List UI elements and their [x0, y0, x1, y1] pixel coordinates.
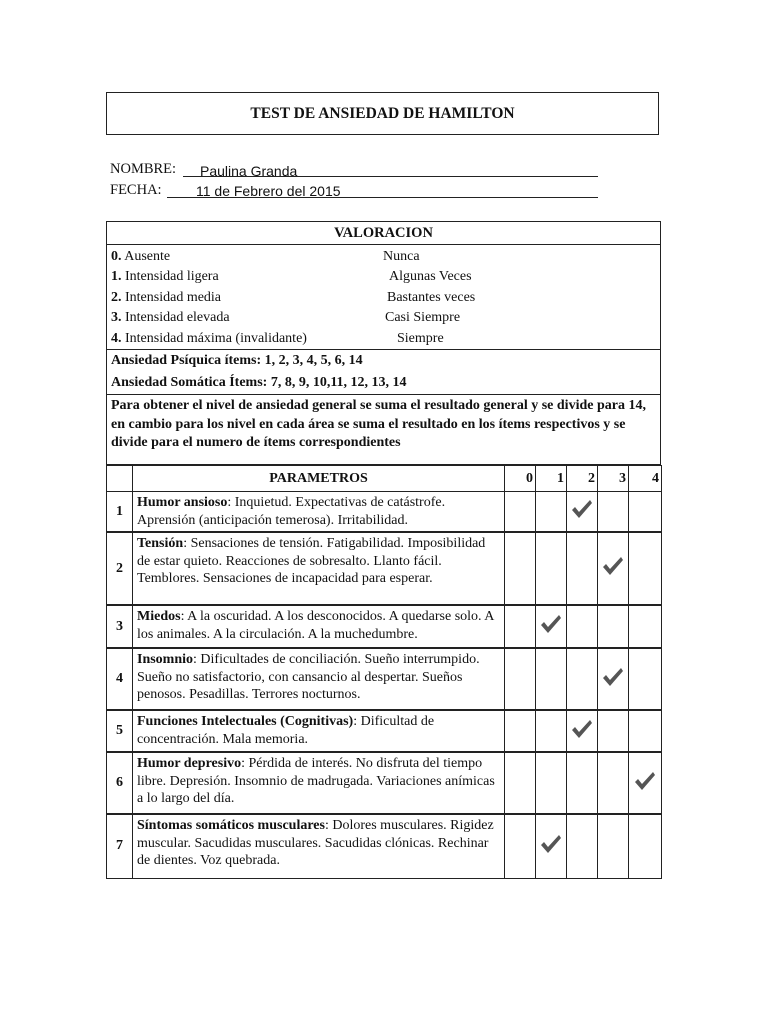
score-cell-0[interactable]: [505, 814, 536, 878]
date-value[interactable]: 11 de Febrero del 2015: [196, 183, 341, 199]
check-icon: [633, 770, 657, 792]
parameter-text: : Dificultades de conciliación. Sueño interrumpido. Sueño no satisfactorio, con cansancio al despertar. Sueños penosos. Pesadillas. Terrores nocturnos.: [137, 652, 480, 702]
row-number: 5: [107, 710, 133, 752]
score-cell-1[interactable]: [536, 492, 567, 533]
score-header: 3: [598, 466, 629, 492]
score-cell-0[interactable]: [505, 492, 536, 533]
check-icon: [601, 555, 625, 577]
score-cell-3[interactable]: [598, 710, 629, 752]
parameter-name: Humor depresivo: [137, 756, 242, 771]
parameter-description: [133, 648, 505, 710]
score-cell-2[interactable]: [567, 492, 598, 533]
parameter-description: [133, 492, 505, 533]
parameter-name: Funciones Intelectuales (Cognitivas): [137, 714, 354, 729]
score-cell-4[interactable]: [629, 710, 662, 752]
scoring-note: Para obtener el nivel de ansiedad general se suma el resultado general y se divide para 14, en cambio para los nivel en cada área se suma el resultado en los ítems respectivos y se divide para el numero de ítems correspondientes: [111, 398, 646, 450]
score-cell-1[interactable]: [536, 814, 567, 878]
parameter-name: Humor ansioso: [137, 495, 228, 510]
table-row: [107, 710, 662, 752]
score-cell-2[interactable]: [567, 532, 598, 605]
row-number: 6: [107, 752, 133, 814]
name-field: [110, 161, 600, 181]
parameter-name: Insomnio: [137, 652, 194, 667]
score-cell-3[interactable]: [598, 752, 629, 814]
parameter-text: : Dolores musculares. Rigidez muscular. Sacudidas musculares. Sacudidas clónicas. Rechinar de dientes. Voz quebrada.: [137, 818, 494, 868]
score-cell-4[interactable]: [629, 648, 662, 710]
score-header: 4: [629, 466, 662, 492]
score-cell-4[interactable]: [629, 492, 662, 533]
parameter-description: [133, 814, 505, 878]
name-value[interactable]: Paulina Granda: [200, 163, 298, 179]
parameter-text: : Dificultad de concentración. Mala memoria.: [137, 714, 435, 747]
score-cell-0[interactable]: [505, 532, 536, 605]
scale-item: 1. Intensidad ligera Algunas Veces: [111, 269, 472, 284]
table-header-row: [107, 466, 662, 492]
parameter-text: : Pérdida de interés. No disfruta del tiempo libre. Depresión. Insomnio de madrugada. Variaciones anímicas a lo largo del día.: [137, 756, 495, 806]
score-cell-3[interactable]: [598, 648, 629, 710]
score-cell-2[interactable]: [567, 814, 598, 878]
check-icon: [539, 833, 563, 855]
somatica-items: Ansiedad Somática Ítems: 7, 8, 9, 10,11, 12, 13, 14: [111, 375, 407, 390]
scale-list: [107, 245, 660, 350]
table-row: [107, 532, 662, 605]
score-cell-2[interactable]: [567, 752, 598, 814]
row-number: 3: [107, 605, 133, 648]
parameter-name: Miedos: [137, 609, 181, 624]
parameter-text: : Inquietud. Expectativas de catástrofe. Aprensión (anticipación temerosa). Irritabilidad.: [137, 495, 446, 528]
parametros-header: PARAMETROS: [133, 466, 505, 492]
score-cell-1[interactable]: [536, 752, 567, 814]
table-row: [107, 814, 662, 878]
score-cell-2[interactable]: [567, 648, 598, 710]
parameter-description: [133, 605, 505, 648]
row-number: 4: [107, 648, 133, 710]
score-cell-3[interactable]: [598, 492, 629, 533]
page-title-box: [106, 92, 659, 135]
scale-item: 3. Intensidad elevada Casi Siempre: [111, 310, 461, 325]
parameter-name: Síntomas somáticos musculares: [137, 818, 325, 833]
check-icon: [601, 666, 625, 688]
scale-item: 2. Intensidad media Bastantes veces: [111, 290, 476, 305]
date-label: FECHA:: [110, 182, 162, 198]
parameter-name: Tensión: [137, 536, 184, 551]
table-row: [107, 605, 662, 648]
parameter-text: : Sensaciones de tensión. Fatigabilidad. Imposibilidad de estar quieto. Reacciones de sobresalto. Llanto fácil. Temblores. Sensaciones de incapacidad para esperar.: [137, 536, 486, 586]
score-cell-3[interactable]: [598, 605, 629, 648]
name-label: NOMBRE:: [110, 161, 177, 177]
table-row: [107, 492, 662, 533]
valoracion-title: VALORACION: [107, 222, 660, 245]
score-header: 2: [567, 466, 598, 492]
check-icon: [570, 718, 594, 740]
score-header: 1: [536, 466, 567, 492]
psiquica-items: Ansiedad Psíquica ítems: 1, 2, 3, 4, 5, 6, 14: [111, 353, 363, 368]
score-cell-0[interactable]: [505, 752, 536, 814]
parameters-table: [106, 465, 662, 879]
score-cell-4[interactable]: [629, 814, 662, 878]
row-number: 2: [107, 532, 133, 605]
scale-item: 4. Intensidad máxima (invalidante) Siempre: [111, 331, 444, 346]
score-cell-1[interactable]: [536, 648, 567, 710]
scale-item: 0. Ausente Nunca: [111, 249, 420, 264]
items-section: [107, 350, 660, 395]
score-cell-4[interactable]: [629, 605, 662, 648]
table-row: [107, 752, 662, 814]
check-icon: [539, 613, 563, 635]
date-field: [110, 182, 600, 202]
row-number: 1: [107, 492, 133, 533]
table-row: [107, 648, 662, 710]
score-cell-1[interactable]: [536, 532, 567, 605]
page-title: TEST DE ANSIEDAD DE HAMILTON: [250, 104, 515, 122]
score-cell-0[interactable]: [505, 710, 536, 752]
score-cell-0[interactable]: [505, 648, 536, 710]
valoracion-box: [106, 221, 661, 465]
row-number: 7: [107, 814, 133, 878]
score-cell-4[interactable]: [629, 532, 662, 605]
score-cell-1[interactable]: [536, 710, 567, 752]
score-cell-4[interactable]: [629, 752, 662, 814]
check-icon: [570, 498, 594, 520]
score-cell-2[interactable]: [567, 605, 598, 648]
parameter-description: [133, 710, 505, 752]
score-cell-3[interactable]: [598, 814, 629, 878]
score-cell-2[interactable]: [567, 710, 598, 752]
score-cell-3[interactable]: [598, 532, 629, 605]
parameter-text: : A la oscuridad. A los desconocidos. A quedarse solo. A los animales. A la circulación. A la muchedumbre.: [137, 609, 494, 642]
score-header: 0: [505, 466, 536, 492]
score-cell-0[interactable]: [505, 605, 536, 648]
score-cell-1[interactable]: [536, 605, 567, 648]
parameter-description: [133, 532, 505, 605]
parameter-description: [133, 752, 505, 814]
